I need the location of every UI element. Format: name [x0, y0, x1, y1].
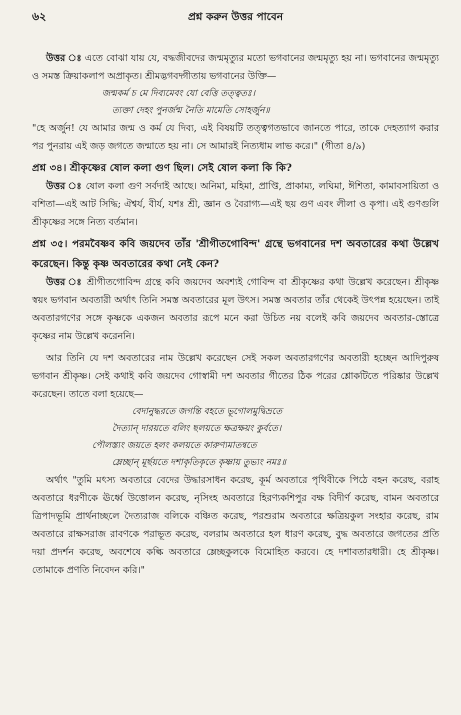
answer-label: উত্তর ঃ [46, 277, 83, 288]
answer-text: শ্রীগীতগোবিন্দ গ্রন্থে কবি জয়দেব অবশ্যই গোবিন্দ বা শ্রীকৃষ্ণের কথা উল্লেখ করেছেন। শ্রীকৃষ্ণ স্বয়ং ভগবান অবতারী অর্থাৎ তিনি সমস্ত অবতারের মূল উৎস। সমস্ত অবতার তাঁর থেকেই উৎপন্ন হয়েছেন। তাই অবতারগণের সঙ্গে কৃষ্ণকে একজন অবতার রূপে মনে করা উচিত নয় বলেই কবি জয়দেব অবতার-স্তোত্রে কৃষ্ণের নাম উল্লেখ করেননি। [32, 277, 439, 342]
page-body [32, 50, 439, 580]
answer-label: উত্তর ঃ [46, 53, 82, 64]
verse-line: ম্লেচ্ছান্ মূর্ছয়তে দশাকৃতিকৃতে কৃষ্ণায় তুভ্যং নমঃ॥ [112, 458, 286, 468]
verse-line: জন্মকর্ম চ মে দিব্যমেবং যো বেত্তি তত্ত্বতঃ। [102, 89, 256, 99]
body-paragraph: আর তিনি যে দশ অবতারের নাম উল্লেখ করেছেন সেই সকল অবতারগণের অবতারী হচ্ছেন আদিপুরুষ ভগবান শ্রীকৃষ্ণ। সেই কথাই কবি জয়দেব গোস্বামী দশ অবতার গীতের ঠিক পরের শ্লোকটিতে পরিষ্কার উল্লেখ করেছেন। তাতে বলা হয়েছে— [32, 353, 439, 400]
answer-text: এতে বোঝা যায় যে, বদ্ধজীবদের জন্মমৃত্যুর মতো ভগবানের জন্মমৃত্যু হয় না। ভগবানের জন্মমৃত্যু ও সমস্ত ক্রিয়াকলাপ অপ্রাকৃত। শ্রীমদ্ভগবদ্গীতায় ভগবানের উক্তি— [32, 53, 439, 82]
verse-line: বেদানুদ্ধরতে জগন্তি বহতে ভূগোলমুদ্বিভ্রতে [132, 407, 283, 417]
answer-label: উত্তর ঃ [46, 181, 83, 192]
verse-line: পৌলস্ত্যং জয়তে হলং কলয়তে কারুণ্যমাতন্বতে [92, 441, 257, 451]
page-number: ৬২ [32, 10, 47, 23]
question-heading: প্রশ্ন ৩৪। শ্রীকৃষ্ণের ষোল কলা গুণ ছিল। সেই ষোল কলা কি কি? [32, 162, 292, 174]
answer-paragraph [32, 178, 439, 232]
answer-paragraph [32, 274, 439, 346]
running-title: প্রশ্ন করুন উত্তর পাবেন [187, 11, 284, 23]
page-header [32, 8, 439, 30]
answer-paragraph [32, 50, 439, 86]
translation-paragraph: "হে অর্জুন! যে আমার জন্ম ও কর্ম যে দিব্য, এই বিষয়টি তত্ত্বগতভাবে জানতে পারে, তাকে দেহত্যাগ করার পর পুনরায় এই জড় জগতে জন্মাতে হয় না। সে আমারই নিত্যধাম লাভ করে।" (গীতা ৪/৯) [32, 123, 439, 152]
answer-text: ষোল কলা গুণ সর্বদাই আছে। অনিমা, মহিমা, প্রাপ্তি, প্রাকাম্য, লঘিমা, ঈশিতা, কামাবসায়িতা ও বশিতা—এই আট সিদ্ধি; ঐশ্বর্য, বীর্য, যশঃ শ্রী, জ্ঞান ও বৈরাগ্য—এই ছয় গুণ এবং লীলা ও কৃপা। এই গুণগুলি শ্রীকৃষ্ণের সঙ্গে নিত্য বর্তমান। [32, 181, 440, 228]
verse-line: ত্যক্তা দেহং পুনর্জন্ম নৈতি মামেতি সোহর্জুন॥ [112, 106, 270, 116]
body-paragraph: অর্থাৎ "তুমি মৎস্য অবতারে বেদের উদ্ধারসাধন করেছ, কূর্ম অবতারে পৃথিবীকে পিঠে বহন করেছ, বরাহ অবতারে ধরণীকে ঊর্ধ্বে উত্তোলন করেছ, নৃসিংহ অবতারে হিরণ্যকশিপুর বক্ষ বিদীর্ণ করেছ, বামন অবতারে ত্রিপাদভূমি প্রার্থনাচ্ছলে দৈত্যরাজ বলিকে বঞ্চিত করেছ, পরশুরাম অবতারে ক্ষত্রিয়কুল সংহার করেছ, রাম অবতারে রাক্ষসরাজ রাবণকে পরাভূত করেছ, বলরাম অবতারে হল ধারণ করেছ, বুদ্ধ অবতারে জগতের প্রতি দয়া প্রদর্শন করেছ, অবশেষে কল্কি অবতারে ম্লেচ্ছকুলকে বিমোহিত করবে। হে দশাবতারধারী। হে শ্রীকৃষ্ণ। তোমাকে প্রণতি নিবেদন করি।" [32, 475, 439, 576]
verse-line: দৈত্যান্ দারয়তে বলিং ছলয়তে ক্ষত্রক্ষয়ং কুর্বতে। [112, 424, 282, 434]
question-heading: প্রশ্ন ৩৫। পরমবৈষ্ণব কবি জয়দেব তাঁর 'শ্রীগীতগোবিন্দ' গ্রন্থে ভগবানের দশ অবতারের কথা উল্লেখ করেছেন। কিন্তু কৃষ্ণ অবতারের কথা নেই কেন? [32, 238, 439, 270]
